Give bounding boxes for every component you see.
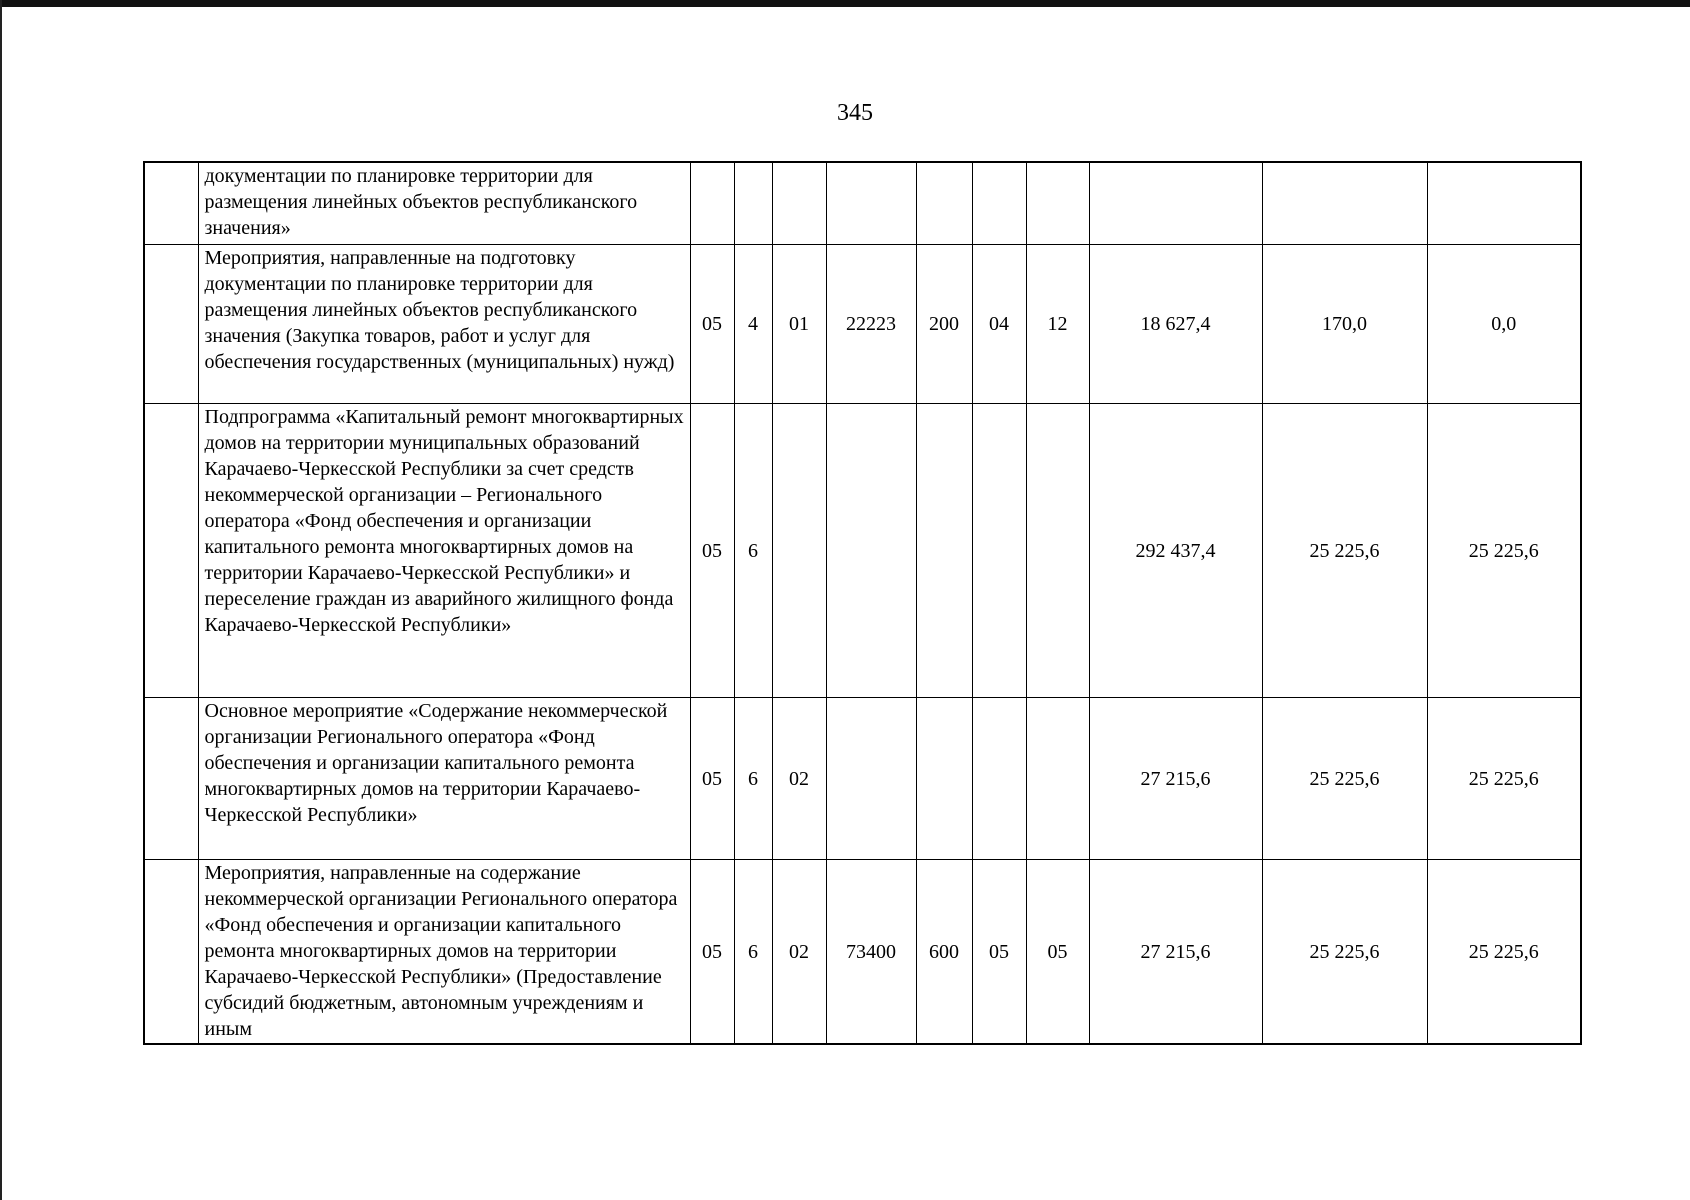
scan-edge-top [0, 0, 1690, 7]
code-activity-cell [772, 162, 826, 245]
budget-table [143, 161, 1582, 1045]
table-row [144, 698, 1581, 860]
code-subsection-cell [1026, 698, 1089, 860]
code-activity-cell: 01 [772, 245, 826, 404]
code-section-cell: 05 [972, 860, 1026, 1045]
code-section-cell [972, 698, 1026, 860]
amount-year2-cell: 25 225,6 [1262, 698, 1427, 860]
amount-year2-cell [1262, 162, 1427, 245]
amount-year1-cell: 27 215,6 [1089, 698, 1262, 860]
code-direction-cell: 73400 [826, 860, 916, 1045]
amount-year1-cell [1089, 162, 1262, 245]
code-direction-cell [826, 404, 916, 698]
code-section-cell: 04 [972, 245, 1026, 404]
code-subsection-cell [1026, 404, 1089, 698]
code-activity-cell [772, 404, 826, 698]
code-subprogram-cell: 6 [734, 860, 772, 1045]
code-expense-type-cell [916, 162, 972, 245]
row-name-cell: Подпрограмма «Капитальный ремонт многоквартирных домов на территории муниципальных образований Карачаево-Черкесской Республики за счет средств некоммерческой организации – Регионального оператора «Фонд обеспечения и организации капитального ремонта многоквартирных домов на территории Карачаево-Черкесской Республики» и переселение граждан из аварийного жилищного фонда Карачаево-Черкесской Республики» [198, 404, 690, 698]
table-row [144, 162, 1581, 245]
row-index-cell [144, 245, 198, 404]
code-ministry-cell: 05 [690, 245, 734, 404]
row-name-cell: документации по планировке территории для размещения линейных объектов республиканского значения» [198, 162, 690, 245]
code-section-cell [972, 404, 1026, 698]
table-row [144, 404, 1581, 698]
code-expense-type-cell: 200 [916, 245, 972, 404]
code-ministry-cell: 05 [690, 698, 734, 860]
row-index-cell [144, 698, 198, 860]
code-ministry-cell: 05 [690, 860, 734, 1045]
amount-year2-cell: 170,0 [1262, 245, 1427, 404]
code-activity-cell: 02 [772, 860, 826, 1045]
amount-year1-cell: 27 215,6 [1089, 860, 1262, 1045]
code-direction-cell [826, 162, 916, 245]
amount-year3-cell: 0,0 [1427, 245, 1581, 404]
table-row [144, 860, 1581, 1045]
code-expense-type-cell [916, 404, 972, 698]
amount-year3-cell: 25 225,6 [1427, 404, 1581, 698]
amount-year2-cell: 25 225,6 [1262, 404, 1427, 698]
row-index-cell [144, 404, 198, 698]
code-expense-type-cell [916, 698, 972, 860]
code-subprogram-cell: 4 [734, 245, 772, 404]
row-index-cell [144, 162, 198, 245]
code-activity-cell: 02 [772, 698, 826, 860]
table-row [144, 245, 1581, 404]
amount-year3-cell [1427, 162, 1581, 245]
code-subsection-cell: 12 [1026, 245, 1089, 404]
code-subsection-cell: 05 [1026, 860, 1089, 1045]
scan-edge-left [0, 0, 2, 1200]
code-ministry-cell [690, 162, 734, 245]
code-section-cell [972, 162, 1026, 245]
code-subprogram-cell: 6 [734, 698, 772, 860]
row-index-cell [144, 860, 198, 1045]
code-direction-cell: 22223 [826, 245, 916, 404]
code-subprogram-cell [734, 162, 772, 245]
code-subsection-cell [1026, 162, 1089, 245]
amount-year2-cell: 25 225,6 [1262, 860, 1427, 1045]
row-name-cell: Мероприятия, направленные на подготовку документации по планировке территории для размещения линейных объектов республиканского значения (Закупка товаров, работ и услуг для обеспечения государственных (муниципальных) нужд) [198, 245, 690, 404]
code-direction-cell [826, 698, 916, 860]
row-name-cell: Мероприятия, направленные на содержание некоммерческой организации Регионального оператора «Фонд обеспечения и организации капитального ремонта многоквартирных домов на территории Карачаево-Черкесской Республики» (Предоставление субсидий бюджетным, автономным учреждениям и иным [198, 860, 690, 1045]
code-expense-type-cell: 600 [916, 860, 972, 1045]
code-ministry-cell: 05 [690, 404, 734, 698]
amount-year1-cell: 18 627,4 [1089, 245, 1262, 404]
code-subprogram-cell: 6 [734, 404, 772, 698]
amount-year3-cell: 25 225,6 [1427, 698, 1581, 860]
row-name-cell: Основное мероприятие «Содержание некоммерческой организации Регионального оператора «Фонд обеспечения и организации капитального ремонта многоквартирных домов на территории Карачаево-Черкесской Республики» [198, 698, 690, 860]
page-number: 345 [837, 100, 873, 126]
amount-year3-cell: 25 225,6 [1427, 860, 1581, 1045]
amount-year1-cell: 292 437,4 [1089, 404, 1262, 698]
